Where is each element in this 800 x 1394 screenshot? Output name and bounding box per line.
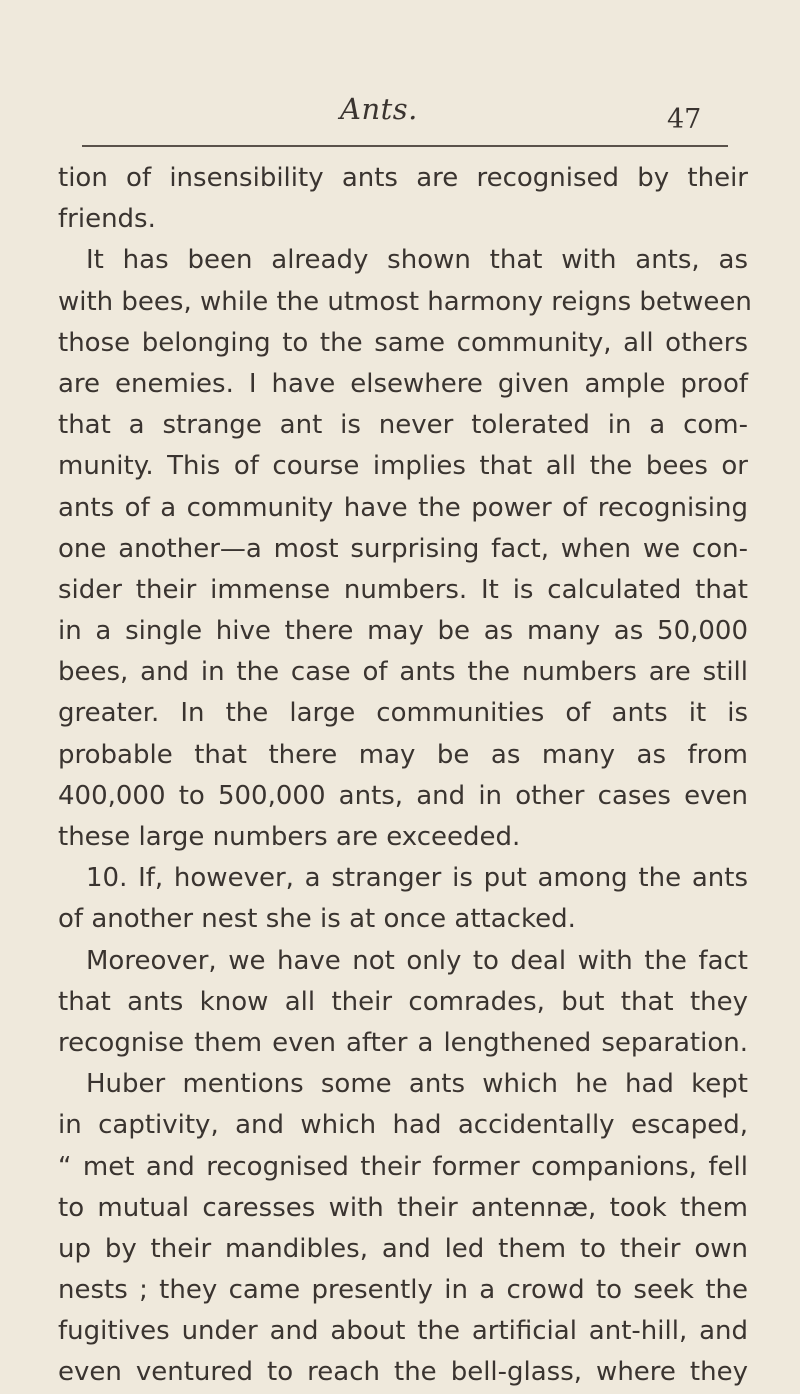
header-rule [82, 145, 728, 147]
text-line: 10. If, however, a stranger is put among the ants [86, 863, 748, 894]
text-line: Moreover, we have not only to deal with the fact [86, 945, 748, 976]
text-line: in captivity, and which had accidentally escaped, [58, 1110, 748, 1141]
text-line: probable that there may be as many as from [58, 739, 748, 770]
text-line: those belonging to the same community, all others [58, 327, 748, 358]
text-line: that ants know all their comrades, but that they [58, 986, 748, 1017]
text-line: even ventured to reach the bell-glass, where they [58, 1357, 748, 1388]
text-line: of another nest she is at once attacked. [58, 904, 576, 935]
text-line: fugitives under and about the artificial ant-hill, and [58, 1316, 748, 1347]
text-line: It has been already shown that with ants, as [86, 245, 748, 276]
text-line: friends. [58, 204, 156, 235]
text-line: munity. This of course implies that all the bees or [58, 451, 748, 482]
page-number: 47 [667, 104, 702, 135]
text-line: nests ; they came presently in a crowd to seek the [58, 1275, 748, 1306]
text-line: tion of insensibility ants are recognised by their [58, 163, 748, 193]
text-line: sider their immense numbers. It is calculated that [58, 574, 748, 605]
text-line: with bees, while the utmost harmony reigns between [58, 286, 752, 317]
text-line: one another—a most surprising fact, when we con- [58, 533, 748, 564]
text-line: to mutual caresses with their antennæ, took them [58, 1192, 748, 1223]
running-head [0, 92, 800, 135]
body-text [58, 158, 752, 1394]
text-line: “ met and recognised their former companions, fell [58, 1151, 748, 1182]
text-line: these large numbers are exceeded. [58, 822, 521, 852]
text-line: Huber mentions some ants which he had kept [86, 1069, 748, 1100]
text-line: recognise them even after a lengthened separation. [58, 1027, 748, 1058]
running-title: Ants. [340, 92, 418, 126]
text-line: that a strange ant is never tolerated in a com- [58, 410, 748, 441]
text-line: greater. In the large communities of ants it is [58, 698, 748, 729]
text-line: up by their mandibles, and led them to their own [58, 1233, 748, 1264]
text-line: in a single hive there may be as many as 50,000 [58, 616, 748, 647]
text-line: are enemies. I have elsewhere given ample proof [58, 368, 748, 399]
text-line: bees, and in the case of ants the numbers are still [58, 657, 748, 688]
text-line: 400,000 to 500,000 ants, and in other cases even [58, 780, 748, 811]
text-line: ants of a community have the power of recognising [58, 492, 748, 523]
